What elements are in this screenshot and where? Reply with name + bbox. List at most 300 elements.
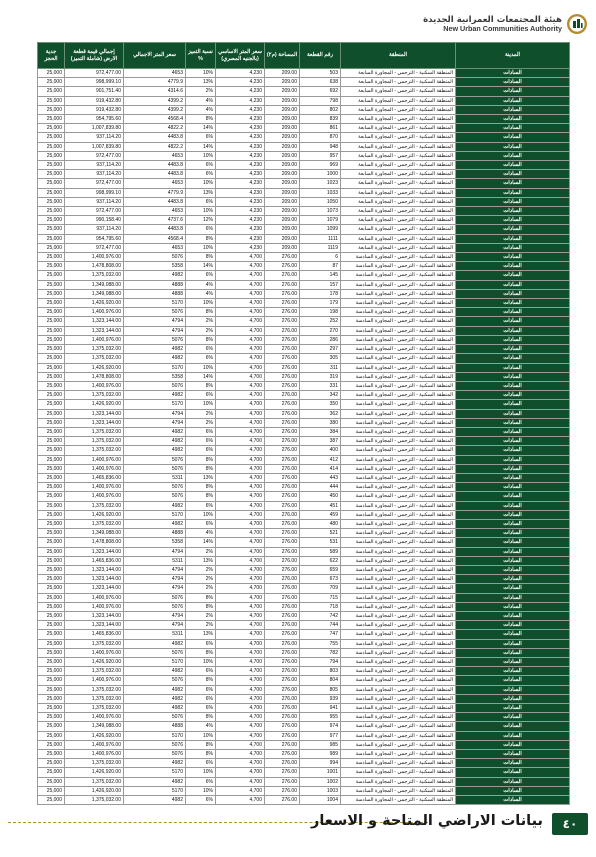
cell-size: 276.00 [265, 750, 300, 759]
cell-plot: 948 [300, 142, 341, 151]
table-row [38, 538, 570, 547]
cell-base-price: 4,700 [216, 262, 265, 271]
cell-area: المنطقة السكنية - الترجمي - المجاورة السادسة [341, 501, 456, 510]
cell-size: 276.00 [265, 363, 300, 372]
cell-total-value: 937,114.20 [65, 170, 124, 179]
cell-city: السادات [456, 381, 570, 390]
cell-premium: 6% [186, 391, 216, 400]
cell-area: المنطقة السكنية - الترجمي - المجاورة السابعة [341, 225, 456, 234]
cell-size: 276.00 [265, 722, 300, 731]
table-row [38, 87, 570, 96]
cell-plot: 400 [300, 446, 341, 455]
table-row [38, 142, 570, 151]
cell-base-price: 4,700 [216, 335, 265, 344]
cell-area: المنطقة السكنية - الترجمي - المجاورة السادسة [341, 722, 456, 731]
cell-size: 276.00 [265, 418, 300, 427]
cell-premium: 6% [186, 704, 216, 713]
table-row [38, 519, 570, 528]
cell-premium: 13% [186, 630, 216, 639]
cell-total-price: 5170 [124, 731, 186, 740]
cell-deposit: 25,000 [38, 602, 65, 611]
cell-deposit: 25,000 [38, 418, 65, 427]
cell-base-price: 4,700 [216, 483, 265, 492]
cell-city: السادات [456, 648, 570, 657]
header-deposit: جدية الحجز [38, 43, 65, 69]
cell-total-value: 1,400,976.00 [65, 308, 124, 317]
cell-total-value: 1,465,836.00 [65, 473, 124, 482]
table-row [38, 418, 570, 427]
cell-premium: 6% [186, 170, 216, 179]
cell-plot: 503 [300, 69, 341, 78]
cell-city: السادات [456, 335, 570, 344]
cell-total-value: 1,400,976.00 [65, 602, 124, 611]
cell-size: 276.00 [265, 492, 300, 501]
cell-total-price: 4982 [124, 501, 186, 510]
cell-size: 276.00 [265, 575, 300, 584]
table-row [38, 759, 570, 768]
cell-size: 276.00 [265, 648, 300, 657]
cell-total-price: 5076 [124, 740, 186, 749]
cell-base-price: 4,700 [216, 547, 265, 556]
cell-premium: 6% [186, 354, 216, 363]
cell-area: المنطقة السكنية - الترجمي - المجاورة السابعة [341, 124, 456, 133]
cell-premium: 12% [186, 216, 216, 225]
cell-total-price: 5311 [124, 473, 186, 482]
cell-base-price: 4,700 [216, 427, 265, 436]
cell-city: السادات [456, 299, 570, 308]
cell-plot: 319 [300, 372, 341, 381]
cell-premium: 6% [186, 501, 216, 510]
table-row [38, 354, 570, 363]
cell-area: المنطقة السكنية - الترجمي - المجاورة السابعة [341, 87, 456, 96]
cell-city: السادات [456, 593, 570, 602]
cell-area: المنطقة السكنية - الترجمي - المجاورة السادسة [341, 446, 456, 455]
cell-total-price: 4982 [124, 427, 186, 436]
cell-size: 276.00 [265, 437, 300, 446]
cell-deposit: 25,000 [38, 280, 65, 289]
cell-size: 209.00 [265, 243, 300, 252]
cell-base-price: 4,700 [216, 768, 265, 777]
cell-total-value: 1,323,144.00 [65, 547, 124, 556]
cell-premium: 2% [186, 611, 216, 620]
cell-base-price: 4,700 [216, 464, 265, 473]
cell-area: المنطقة السكنية - الترجمي - المجاورة السادسة [341, 427, 456, 436]
cell-plot: 977 [300, 731, 341, 740]
cell-plot: 198 [300, 308, 341, 317]
cell-total-price: 5076 [124, 464, 186, 473]
cell-total-value: 972,477.00 [65, 179, 124, 188]
table-row [38, 105, 570, 114]
cell-total-value: 1,323,144.00 [65, 584, 124, 593]
cell-base-price: 4,230 [216, 87, 265, 96]
cell-premium: 8% [186, 740, 216, 749]
cell-total-price: 4888 [124, 722, 186, 731]
cell-base-price: 4,230 [216, 78, 265, 87]
cell-total-price: 5076 [124, 492, 186, 501]
table-row [38, 335, 570, 344]
cell-total-price: 5170 [124, 786, 186, 795]
cell-premium: 10% [186, 658, 216, 667]
cell-base-price: 4,700 [216, 280, 265, 289]
cell-total-value: 1,426,920.00 [65, 363, 124, 372]
cell-deposit: 25,000 [38, 685, 65, 694]
cell-city: السادات [456, 161, 570, 170]
cell-area: المنطقة السكنية - الترجمي - المجاورة السادسة [341, 538, 456, 547]
cell-area: المنطقة السكنية - الترجمي - المجاورة السادسة [341, 676, 456, 685]
cell-total-value: 1,400,976.00 [65, 713, 124, 722]
cell-city: السادات [456, 492, 570, 501]
cell-total-price: 5170 [124, 400, 186, 409]
cell-total-value: 972,477.00 [65, 243, 124, 252]
cell-premium: 2% [186, 621, 216, 630]
cell-total-price: 5076 [124, 593, 186, 602]
cell-size: 276.00 [265, 786, 300, 795]
org-name-english: New Urban Communities Authority [443, 23, 562, 33]
cell-total-price: 5358 [124, 538, 186, 547]
cell-total-value: 954,795.60 [65, 234, 124, 243]
cell-city: السادات [456, 621, 570, 630]
cell-base-price: 4,700 [216, 759, 265, 768]
cell-premium: 8% [186, 455, 216, 464]
cell-area: المنطقة السكنية - الترجمي - المجاورة السابعة [341, 207, 456, 216]
cell-city: السادات [456, 455, 570, 464]
cell-premium: 2% [186, 547, 216, 556]
cell-area: المنطقة السكنية - الترجمي - المجاورة السادسة [341, 602, 456, 611]
cell-deposit: 25,000 [38, 731, 65, 740]
cell-premium: 8% [186, 115, 216, 124]
cell-plot: 270 [300, 326, 341, 335]
table-row [38, 473, 570, 482]
cell-total-value: 937,114.20 [65, 133, 124, 142]
cell-total-price: 4779.9 [124, 78, 186, 87]
cell-total-price: 4653 [124, 69, 186, 78]
cell-base-price: 4,230 [216, 151, 265, 160]
cell-area: المنطقة السكنية - الترجمي - المجاورة السابعة [341, 133, 456, 142]
cell-base-price: 4,700 [216, 372, 265, 381]
cell-plot: 839 [300, 115, 341, 124]
cell-deposit: 25,000 [38, 473, 65, 482]
cell-premium: 2% [186, 575, 216, 584]
cell-size: 276.00 [265, 777, 300, 786]
cell-city: السادات [456, 547, 570, 556]
cell-size: 276.00 [265, 565, 300, 574]
cell-city: السادات [456, 105, 570, 114]
cell-base-price: 4,700 [216, 253, 265, 262]
cell-area: المنطقة السكنية - الترجمي - المجاورة السادسة [341, 464, 456, 473]
cell-plot: 531 [300, 538, 341, 547]
table-row [38, 575, 570, 584]
cell-total-price: 4399.2 [124, 105, 186, 114]
cell-base-price: 4,230 [216, 197, 265, 206]
cell-total-value: 1,349,088.00 [65, 722, 124, 731]
cell-city: السادات [456, 391, 570, 400]
cell-deposit: 25,000 [38, 289, 65, 298]
cell-city: السادات [456, 446, 570, 455]
cell-total-value: 1,478,808.00 [65, 262, 124, 271]
cell-base-price: 4,700 [216, 299, 265, 308]
table-row [38, 777, 570, 786]
cell-total-price: 5076 [124, 253, 186, 262]
cell-area: المنطقة السكنية - الترجمي - المجاورة السادسة [341, 694, 456, 703]
cell-base-price: 4,700 [216, 750, 265, 759]
cell-size: 276.00 [265, 271, 300, 280]
cell-deposit: 25,000 [38, 427, 65, 436]
cell-base-price: 4,230 [216, 170, 265, 179]
cell-total-value: 1,465,836.00 [65, 630, 124, 639]
cell-plot: 798 [300, 96, 341, 105]
cell-total-value: 1,478,808.00 [65, 538, 124, 547]
cell-area: المنطقة السكنية - الترجمي - المجاورة السادسة [341, 510, 456, 519]
cell-size: 276.00 [265, 556, 300, 565]
cell-base-price: 4,700 [216, 704, 265, 713]
cell-premium: 4% [186, 96, 216, 105]
cell-total-value: 972,477.00 [65, 69, 124, 78]
cell-total-value: 1,375,032.00 [65, 519, 124, 528]
cell-total-price: 5358 [124, 372, 186, 381]
cell-premium: 10% [186, 243, 216, 252]
cell-premium: 8% [186, 602, 216, 611]
cell-deposit: 25,000 [38, 777, 65, 786]
cell-city: السادات [456, 639, 570, 648]
cell-total-value: 1,400,976.00 [65, 593, 124, 602]
cell-deposit: 25,000 [38, 667, 65, 676]
cell-premium: 6% [186, 345, 216, 354]
header-city: المدينة [456, 43, 570, 69]
cell-premium: 8% [186, 253, 216, 262]
cell-total-value: 1,400,976.00 [65, 483, 124, 492]
cell-size: 276.00 [265, 446, 300, 455]
cell-total-value: 901,751.40 [65, 87, 124, 96]
table-row [38, 501, 570, 510]
cell-premium: 4% [186, 289, 216, 298]
cell-city: السادات [456, 253, 570, 262]
cell-size: 276.00 [265, 473, 300, 482]
cell-size: 209.00 [265, 151, 300, 160]
cell-city: السادات [456, 207, 570, 216]
cell-plot: 1099 [300, 225, 341, 234]
cell-size: 276.00 [265, 685, 300, 694]
cell-city: السادات [456, 124, 570, 133]
table-row [38, 621, 570, 630]
cell-total-value: 998,999.10 [65, 188, 124, 197]
cell-deposit: 25,000 [38, 400, 65, 409]
cell-total-value: 1,375,032.00 [65, 501, 124, 510]
cell-premium: 13% [186, 188, 216, 197]
cell-premium: 8% [186, 464, 216, 473]
cell-total-value: 1,323,144.00 [65, 565, 124, 574]
cell-area: المنطقة السكنية - الترجمي - المجاورة السادسة [341, 639, 456, 648]
cell-total-price: 4794 [124, 317, 186, 326]
cell-base-price: 4,700 [216, 538, 265, 547]
cell-base-price: 4,700 [216, 492, 265, 501]
cell-total-price: 5076 [124, 308, 186, 317]
cell-total-value: 1,375,032.00 [65, 354, 124, 363]
cell-total-value: 1,349,088.00 [65, 289, 124, 298]
cell-area: المنطقة السكنية - الترجمي - المجاورة السادسة [341, 584, 456, 593]
cell-total-value: 1,400,976.00 [65, 740, 124, 749]
cell-base-price: 4,700 [216, 409, 265, 418]
cell-area: المنطقة السكنية - الترجمي - المجاورة السادسة [341, 381, 456, 390]
cell-premium: 14% [186, 142, 216, 151]
cell-plot: 387 [300, 437, 341, 446]
cell-area: المنطقة السكنية - الترجمي - المجاورة السادسة [341, 391, 456, 400]
cell-total-value: 1,007,839.80 [65, 142, 124, 151]
cell-city: السادات [456, 234, 570, 243]
cell-base-price: 4,700 [216, 455, 265, 464]
cell-area: المنطقة السكنية - الترجمي - المجاورة السادسة [341, 786, 456, 795]
cell-size: 276.00 [265, 602, 300, 611]
cell-deposit: 25,000 [38, 565, 65, 574]
cell-base-price: 4,700 [216, 575, 265, 584]
cell-total-value: 1,426,920.00 [65, 510, 124, 519]
cell-city: السادات [456, 667, 570, 676]
cell-city: السادات [456, 280, 570, 289]
cell-size: 276.00 [265, 529, 300, 538]
cell-total-value: 1,400,976.00 [65, 381, 124, 390]
cell-deposit: 25,000 [38, 381, 65, 390]
cell-plot: 331 [300, 381, 341, 390]
cell-city: السادات [456, 556, 570, 565]
cell-premium: 2% [186, 409, 216, 418]
cell-total-price: 5358 [124, 262, 186, 271]
cell-total-price: 4982 [124, 354, 186, 363]
cell-total-value: 1,323,144.00 [65, 409, 124, 418]
cell-area: المنطقة السكنية - الترجمي - المجاورة السابعة [341, 96, 456, 105]
cell-city: السادات [456, 372, 570, 381]
cell-size: 209.00 [265, 234, 300, 243]
cell-premium: 6% [186, 133, 216, 142]
cell-plot: 718 [300, 602, 341, 611]
cell-area: المنطقة السكنية - الترجمي - المجاورة السادسة [341, 409, 456, 418]
cell-plot: 994 [300, 759, 341, 768]
cell-plot: 1002 [300, 777, 341, 786]
cell-total-value: 1,323,144.00 [65, 326, 124, 335]
cell-area: المنطقة السكنية - الترجمي - المجاورة السابعة [341, 188, 456, 197]
page-header [0, 0, 596, 42]
cell-deposit: 25,000 [38, 225, 65, 234]
table-row [38, 685, 570, 694]
cell-plot: 451 [300, 501, 341, 510]
cell-total-price: 4982 [124, 694, 186, 703]
cell-area: المنطقة السكنية - الترجمي - المجاورة السادسة [341, 759, 456, 768]
table-row [38, 115, 570, 124]
cell-size: 276.00 [265, 308, 300, 317]
cell-deposit: 25,000 [38, 676, 65, 685]
cell-plot: 1004 [300, 796, 341, 805]
cell-plot: 1003 [300, 786, 341, 795]
cell-base-price: 4,230 [216, 216, 265, 225]
cell-city: السادات [456, 354, 570, 363]
table-row [38, 372, 570, 381]
cell-area: المنطقة السكنية - الترجمي - المجاورة السادسة [341, 271, 456, 280]
cell-base-price: 4,700 [216, 602, 265, 611]
cell-premium: 2% [186, 87, 216, 96]
cell-premium: 6% [186, 777, 216, 786]
cell-total-price: 4314.6 [124, 87, 186, 96]
cell-total-price: 4483.8 [124, 225, 186, 234]
cell-total-price: 4982 [124, 271, 186, 280]
cell-premium: 10% [186, 179, 216, 188]
cell-city: السادات [456, 363, 570, 372]
cell-city: السادات [456, 115, 570, 124]
cell-total-price: 4794 [124, 409, 186, 418]
cell-area: المنطقة السكنية - الترجمي - المجاورة السادسة [341, 483, 456, 492]
cell-total-price: 4794 [124, 611, 186, 620]
cell-city: السادات [456, 69, 570, 78]
cell-total-price: 4888 [124, 529, 186, 538]
cell-premium: 4% [186, 105, 216, 114]
cell-size: 276.00 [265, 694, 300, 703]
cell-area: المنطقة السكنية - الترجمي - المجاورة السادسة [341, 704, 456, 713]
cell-total-price: 5076 [124, 455, 186, 464]
cell-deposit: 25,000 [38, 142, 65, 151]
cell-base-price: 4,700 [216, 740, 265, 749]
page-number: ٤٠ [552, 813, 588, 835]
cell-city: السادات [456, 418, 570, 427]
cell-base-price: 4,230 [216, 133, 265, 142]
cell-deposit: 25,000 [38, 483, 65, 492]
cell-size: 209.00 [265, 115, 300, 124]
cell-plot: 179 [300, 299, 341, 308]
cell-plot: 861 [300, 124, 341, 133]
cell-size: 276.00 [265, 400, 300, 409]
cell-deposit: 25,000 [38, 501, 65, 510]
cell-deposit: 25,000 [38, 262, 65, 271]
cell-city: السادات [456, 602, 570, 611]
table-row [38, 78, 570, 87]
cell-area: المنطقة السكنية - الترجمي - المجاورة السادسة [341, 565, 456, 574]
cell-base-price: 4,230 [216, 234, 265, 243]
cell-total-price: 4982 [124, 796, 186, 805]
cell-city: السادات [456, 538, 570, 547]
cell-total-price: 4794 [124, 418, 186, 427]
cell-size: 276.00 [265, 759, 300, 768]
cell-city: السادات [456, 768, 570, 777]
cell-total-price: 4982 [124, 437, 186, 446]
cell-premium: 6% [186, 667, 216, 676]
cell-size: 209.00 [265, 225, 300, 234]
cell-premium: 6% [186, 197, 216, 206]
cell-plot: 622 [300, 556, 341, 565]
cell-size: 276.00 [265, 299, 300, 308]
cell-base-price: 4,700 [216, 446, 265, 455]
table-row [38, 161, 570, 170]
header-plot: رقم القطعة [300, 43, 341, 69]
cell-total-price: 4794 [124, 575, 186, 584]
cell-total-price: 4794 [124, 584, 186, 593]
footer-title: بيانات الاراضي المتاحة و الاسعار [311, 813, 543, 829]
cell-plot: 443 [300, 473, 341, 482]
cell-city: السادات [456, 464, 570, 473]
cell-deposit: 25,000 [38, 271, 65, 280]
cell-total-price: 5170 [124, 658, 186, 667]
cell-size: 276.00 [265, 289, 300, 298]
cell-size: 209.00 [265, 207, 300, 216]
cell-deposit: 25,000 [38, 519, 65, 528]
cell-area: المنطقة السكنية - الترجمي - المجاورة السابعة [341, 161, 456, 170]
cell-total-price: 5076 [124, 713, 186, 722]
table-row [38, 197, 570, 206]
cell-base-price: 4,700 [216, 519, 265, 528]
table-row [38, 584, 570, 593]
cell-total-price: 4483.8 [124, 133, 186, 142]
cell-total-price: 4483.8 [124, 197, 186, 206]
cell-size: 209.00 [265, 124, 300, 133]
cell-total-value: 990,158.40 [65, 216, 124, 225]
cell-base-price: 4,230 [216, 179, 265, 188]
cell-plot: 459 [300, 510, 341, 519]
cell-size: 276.00 [265, 621, 300, 630]
